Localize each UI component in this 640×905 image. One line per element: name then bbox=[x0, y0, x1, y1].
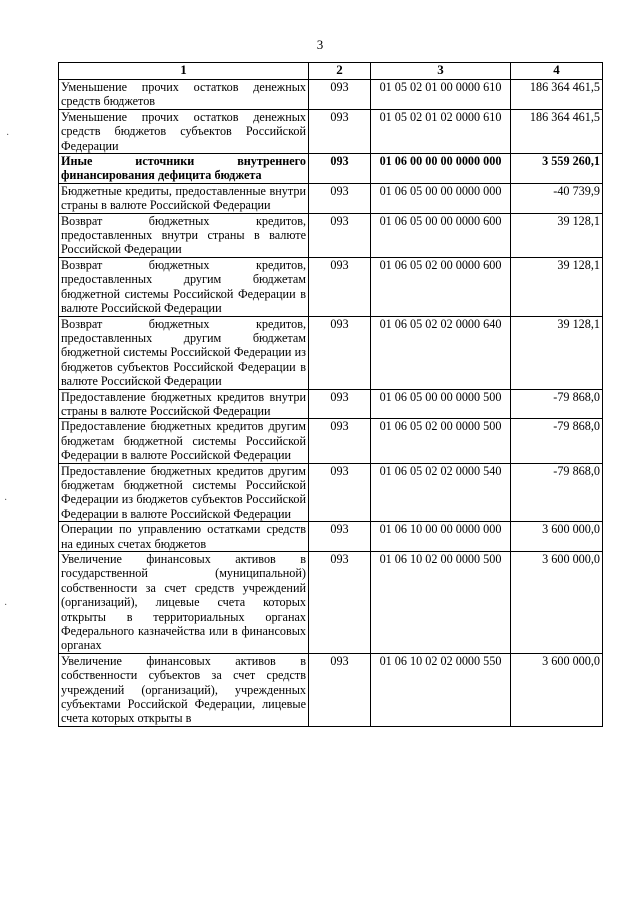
row-budget-code: 01 06 10 02 02 0000 550 bbox=[371, 653, 511, 726]
table-row bbox=[59, 213, 603, 257]
row-name: Увеличение финансовых активов в собственности субъектов за счет средств учреждений (организаций), учрежденных субъектами Российской Федерации, лицевые счета которых открыты в bbox=[59, 653, 309, 726]
table-row bbox=[59, 463, 603, 522]
row-admin-code: 093 bbox=[309, 183, 371, 213]
row-name: Возврат бюджетных кредитов, предоставленных другим бюджетам бюджетной системы Российской Федерации из бюджетов субъектов Российской Федерации в валюте Российской Федерации bbox=[59, 316, 309, 389]
row-admin-code: 093 bbox=[309, 463, 371, 522]
row-admin-code: 093 bbox=[309, 80, 371, 110]
row-name: Предоставление бюджетных кредитов другим бюджетам бюджетной системы Российской Федерации из бюджетов субъектов Российской Федерации в валюте Российской Федерации bbox=[59, 463, 309, 522]
row-admin-code: 093 bbox=[309, 552, 371, 654]
table-row bbox=[59, 109, 603, 153]
table-row bbox=[59, 522, 603, 552]
row-name: Возврат бюджетных кредитов, предоставленных внутри страны в валюте Российской Федерации bbox=[59, 213, 309, 257]
row-budget-code: 01 06 10 00 00 0000 000 bbox=[371, 522, 511, 552]
row-budget-code: 01 06 10 02 00 0000 500 bbox=[371, 552, 511, 654]
row-name: Предоставление бюджетных кредитов внутри страны в валюте Российской Федерации bbox=[59, 389, 309, 419]
table-row bbox=[59, 257, 603, 316]
row-amount: 186 364 461,5 bbox=[511, 80, 603, 110]
table-row bbox=[59, 389, 603, 419]
row-amount: 3 600 000,0 bbox=[511, 522, 603, 552]
row-budget-code: 01 06 05 02 02 0000 540 bbox=[371, 463, 511, 522]
row-amount: 39 128,1 bbox=[511, 316, 603, 389]
row-amount: 3 600 000,0 bbox=[511, 552, 603, 654]
sources-of-financing-table bbox=[58, 62, 603, 727]
row-admin-code: 093 bbox=[309, 154, 371, 184]
page-number: 3 bbox=[316, 37, 324, 52]
row-budget-code: 01 06 05 00 00 0000 500 bbox=[371, 389, 511, 419]
margin-mark: · bbox=[4, 600, 8, 611]
row-admin-code: 093 bbox=[309, 257, 371, 316]
row-admin-code: 093 bbox=[309, 522, 371, 552]
row-budget-code: 01 05 02 01 00 0000 610 bbox=[371, 80, 511, 110]
row-amount: 3 559 260,1 bbox=[511, 154, 603, 184]
row-admin-code: 093 bbox=[309, 109, 371, 153]
row-amount: 3 600 000,0 bbox=[511, 653, 603, 726]
row-amount: -79 868,0 bbox=[511, 389, 603, 419]
column-header-name: 1 bbox=[59, 63, 309, 80]
row-name: Уменьшение прочих остатков денежных средств бюджетов bbox=[59, 80, 309, 110]
column-header-amount: 4 bbox=[511, 63, 603, 80]
row-budget-code: 01 06 05 00 00 0000 000 bbox=[371, 183, 511, 213]
table-row bbox=[59, 80, 603, 110]
row-name: Увеличение финансовых активов в государственной (муниципальной) собственности за счет средств учреждений (организаций), лицевые счета которых открыты в территориальных органах Федерального казначейства или в финансовых органах bbox=[59, 552, 309, 654]
row-admin-code: 093 bbox=[309, 213, 371, 257]
table-body bbox=[59, 80, 603, 727]
row-admin-code: 093 bbox=[309, 419, 371, 463]
row-amount: 186 364 461,5 bbox=[511, 109, 603, 153]
row-name: Предоставление бюджетных кредитов другим бюджетам бюджетной системы Российской Федерации в валюте Российской Федерации bbox=[59, 419, 309, 463]
table-header-row bbox=[59, 63, 603, 80]
row-budget-code: 01 06 05 02 02 0000 640 bbox=[371, 316, 511, 389]
row-amount: 39 128,1 bbox=[511, 213, 603, 257]
margin-mark: · bbox=[6, 130, 10, 141]
row-budget-code: 01 06 05 00 00 0000 600 bbox=[371, 213, 511, 257]
row-name: Бюджетные кредиты, предоставленные внутри страны в валюте Российской Федерации bbox=[59, 183, 309, 213]
table-row bbox=[59, 653, 603, 726]
column-header-code: 3 bbox=[371, 63, 511, 80]
table-row bbox=[59, 183, 603, 213]
row-budget-code: 01 06 05 02 00 0000 600 bbox=[371, 257, 511, 316]
row-name: Иные источники внутреннего финансирования дефицита бюджета bbox=[59, 154, 309, 184]
row-name: Уменьшение прочих остатков денежных средств бюджетов субъектов Российской Федерации bbox=[59, 109, 309, 153]
row-amount: 39 128,1 bbox=[511, 257, 603, 316]
row-admin-code: 093 bbox=[309, 316, 371, 389]
row-amount: -79 868,0 bbox=[511, 463, 603, 522]
table-row bbox=[59, 316, 603, 389]
row-budget-code: 01 06 05 02 00 0000 500 bbox=[371, 419, 511, 463]
row-budget-code: 01 06 00 00 00 0000 000 bbox=[371, 154, 511, 184]
row-name: Операции по управлению остатками средств на единых счетах бюджетов bbox=[59, 522, 309, 552]
row-admin-code: 093 bbox=[309, 653, 371, 726]
column-header-admin: 2 bbox=[309, 63, 371, 80]
margin-mark: · bbox=[4, 495, 8, 506]
table-row bbox=[59, 552, 603, 654]
row-amount: -79 868,0 bbox=[511, 419, 603, 463]
row-admin-code: 093 bbox=[309, 389, 371, 419]
table-row bbox=[59, 419, 603, 463]
row-budget-code: 01 05 02 01 02 0000 610 bbox=[371, 109, 511, 153]
row-name: Возврат бюджетных кредитов, предоставленных другим бюджетам бюджетной системы Российской Федерации в валюте Российской Федерации bbox=[59, 257, 309, 316]
table-row bbox=[59, 154, 603, 184]
row-amount: -40 739,9 bbox=[511, 183, 603, 213]
